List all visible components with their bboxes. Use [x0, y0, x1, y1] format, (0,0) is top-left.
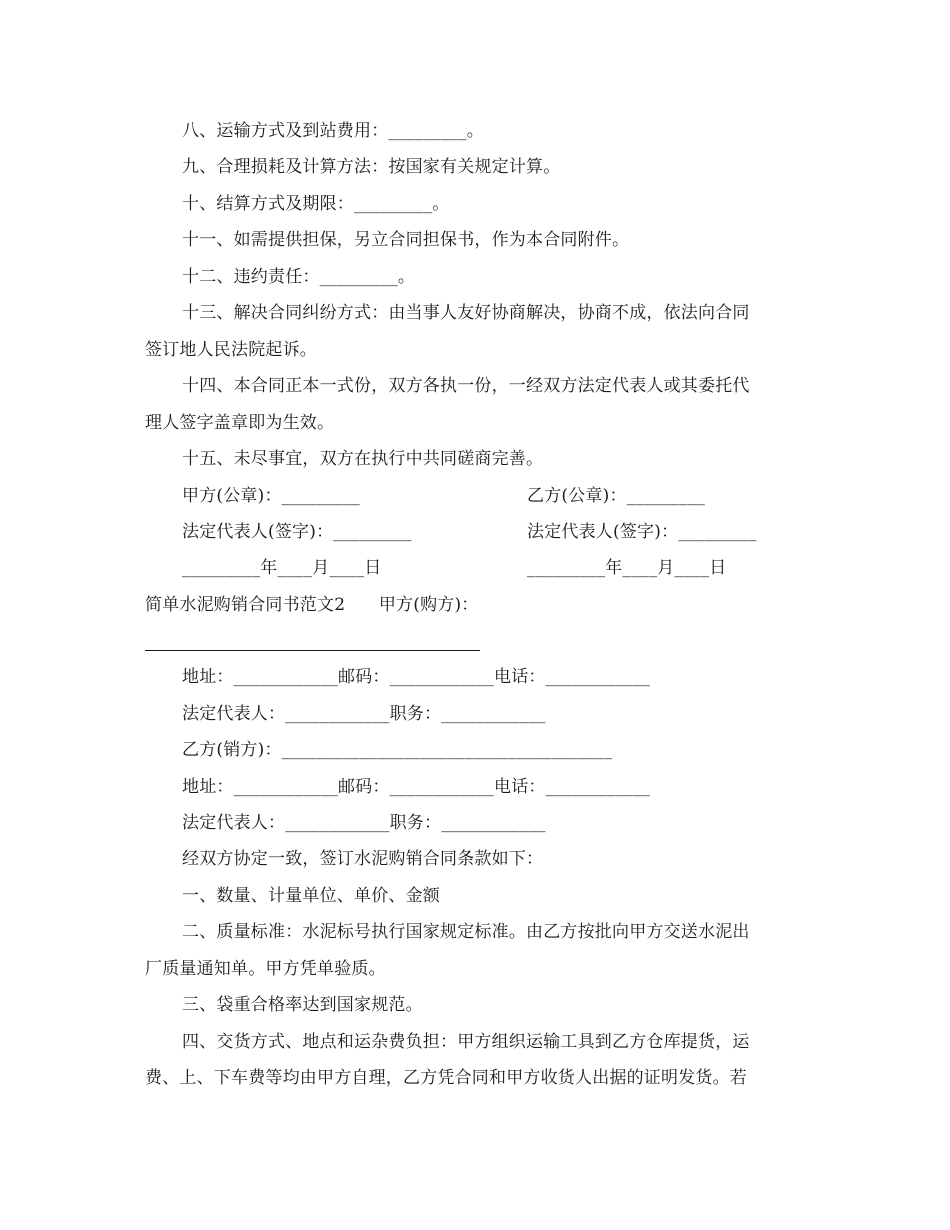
clause-14-line1: 十四、本合同正本一式份，双方各执一份，一经双方法定代表人或其委托代 — [182, 376, 750, 396]
clause-9: 九、合理损耗及计算方法：按国家有关规定计算。 — [182, 157, 561, 177]
term-4-line1: 四、交货方式、地点和运杂费负担：甲方组织运输工具到乙方仓库提货，运 — [182, 1032, 750, 1052]
party-a-seal: 甲方(公章)：_________ — [182, 486, 360, 506]
term-4-line2: 费、上、下车费等均由甲方自理，乙方凭合同和甲方收货人出据的证明发货。若 — [145, 1068, 747, 1088]
buyer-address-line: 地址：____________邮码：____________电话：____________ — [182, 667, 650, 687]
clause-13-line2: 签订地人民法院起诉。 — [145, 340, 317, 360]
clause-15: 十五、未尽事宜，双方在执行中共同磋商完善。 — [182, 449, 544, 469]
party-b-representative: 法定代表人(签字)：_________ — [527, 522, 757, 542]
term-1: 一、数量、计量单位、单价、金额 — [182, 886, 440, 906]
clause-12: 十二、违约责任：_________。 — [182, 267, 416, 287]
party-b-seal: 乙方(公章)：_________ — [527, 486, 705, 506]
party-a-representative: 法定代表人(签字)：_________ — [182, 522, 412, 542]
clause-14-line2: 理人签字盖章即为生效。 — [145, 413, 335, 433]
term-2-line1: 二、质量标准：水泥标号执行国家规定标准。由乙方按批向甲方交送水泥出 — [182, 922, 750, 942]
clause-13-line1: 十三、解决合同纠纷方式：由当事人友好协商解决，协商不成，依法向合同 — [182, 303, 750, 323]
seller-representative-line: 法定代表人：____________职务：____________ — [182, 813, 546, 833]
party-a-date: _________年____月____日 — [182, 558, 382, 578]
clause-11: 十一、如需提供担保，另立合同担保书，作为本合同附件。 — [182, 230, 630, 250]
buyer-name-blank-line — [145, 650, 480, 651]
seller-address-line: 地址：____________邮码：____________电话：____________ — [182, 777, 650, 797]
buyer-representative-line: 法定代表人：____________职务：____________ — [182, 704, 546, 724]
term-2-line2: 厂质量通知单。甲方凭单验质。 — [145, 959, 386, 979]
second-document-heading: 简单水泥购销合同书范文2 甲方(购方)： — [145, 595, 479, 615]
party-b-date: _________年____月____日 — [527, 558, 727, 578]
clause-8: 八、运输方式及到站费用：_________。 — [182, 121, 484, 141]
agreement-intro: 经双方协定一致，签订水泥购销合同条款如下： — [182, 849, 544, 869]
clause-10: 十、结算方式及期限：_________。 — [182, 194, 450, 214]
term-3: 三、袋重合格率达到国家规范。 — [182, 995, 423, 1015]
seller-party-line: 乙方(销方)：______________________________________ — [182, 740, 613, 760]
